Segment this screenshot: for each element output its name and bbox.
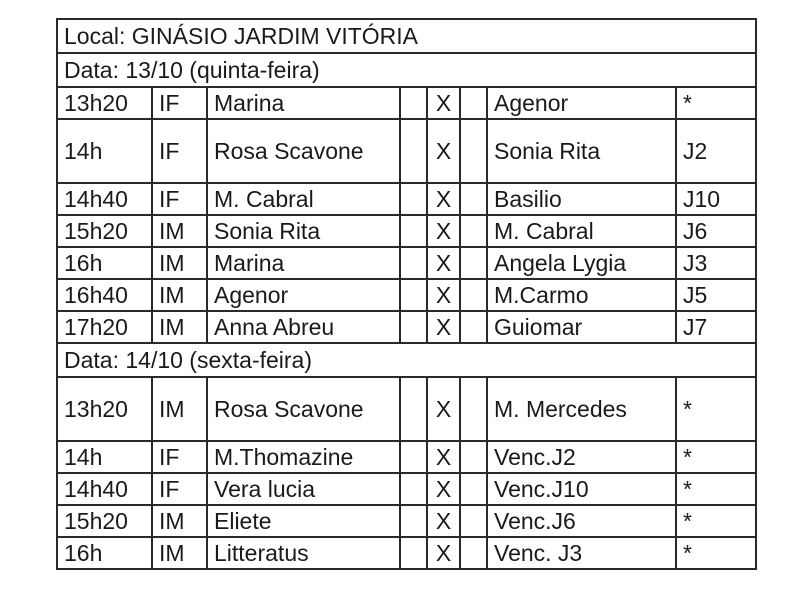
blank-cell: [460, 505, 487, 537]
versus-mark: X: [427, 119, 460, 183]
blank-cell: [400, 119, 427, 183]
blank-cell: [400, 183, 427, 215]
game-row: [57, 537, 756, 569]
game-category: IF: [152, 473, 207, 505]
game-code: J10: [676, 183, 756, 215]
home-player: Litteratus: [207, 537, 400, 569]
versus-mark: X: [427, 215, 460, 247]
home-player: M. Cabral: [207, 183, 400, 215]
away-player: Basilio: [487, 183, 676, 215]
game-category: IF: [152, 183, 207, 215]
home-player: Vera lucia: [207, 473, 400, 505]
home-player: Rosa Scavone: [207, 377, 400, 441]
versus-mark: X: [427, 537, 460, 569]
day-header-row: [57, 343, 756, 377]
blank-cell: [460, 247, 487, 279]
home-player: Rosa Scavone: [207, 119, 400, 183]
versus-mark: X: [427, 505, 460, 537]
versus-mark: X: [427, 247, 460, 279]
game-time: 14h: [57, 119, 152, 183]
away-player: Agenor: [487, 87, 676, 119]
game-time: 17h20: [57, 311, 152, 343]
blank-cell: [460, 537, 487, 569]
game-row: [57, 215, 756, 247]
blank-cell: [400, 311, 427, 343]
blank-cell: [460, 183, 487, 215]
game-time: 14h40: [57, 473, 152, 505]
game-category: IF: [152, 119, 207, 183]
blank-cell: [400, 87, 427, 119]
game-category: IM: [152, 247, 207, 279]
blank-cell: [400, 279, 427, 311]
blank-cell: [460, 473, 487, 505]
game-time: 15h20: [57, 505, 152, 537]
away-player: M. Mercedes: [487, 377, 676, 441]
game-row: [57, 311, 756, 343]
game-row: [57, 87, 756, 119]
versus-mark: X: [427, 311, 460, 343]
away-player: M.Carmo: [487, 279, 676, 311]
away-player: M. Cabral: [487, 215, 676, 247]
game-code: J2: [676, 119, 756, 183]
home-player: Agenor: [207, 279, 400, 311]
home-player: Anna Abreu: [207, 311, 400, 343]
game-code: *: [676, 377, 756, 441]
game-code: *: [676, 537, 756, 569]
game-time: 14h40: [57, 183, 152, 215]
game-code: J6: [676, 215, 756, 247]
game-code: J5: [676, 279, 756, 311]
game-category: IM: [152, 537, 207, 569]
blank-cell: [400, 247, 427, 279]
game-row: [57, 279, 756, 311]
versus-mark: X: [427, 183, 460, 215]
game-category: IF: [152, 441, 207, 473]
game-code: J7: [676, 311, 756, 343]
versus-mark: X: [427, 87, 460, 119]
game-row: [57, 119, 756, 183]
blank-cell: [460, 119, 487, 183]
away-player: Venc.J6: [487, 505, 676, 537]
game-time: 16h40: [57, 279, 152, 311]
away-player: Sonia Rita: [487, 119, 676, 183]
home-player: M.Thomazine: [207, 441, 400, 473]
game-code: *: [676, 441, 756, 473]
location-row: [57, 19, 756, 53]
blank-cell: [400, 473, 427, 505]
blank-cell: [400, 441, 427, 473]
blank-cell: [460, 311, 487, 343]
versus-mark: X: [427, 279, 460, 311]
blank-cell: [460, 377, 487, 441]
game-category: IM: [152, 279, 207, 311]
game-time: 13h20: [57, 377, 152, 441]
game-category: IM: [152, 215, 207, 247]
away-player: Venc.J2: [487, 441, 676, 473]
home-player: Sonia Rita: [207, 215, 400, 247]
versus-mark: X: [427, 441, 460, 473]
game-time: 16h: [57, 247, 152, 279]
away-player: Venc. J3: [487, 537, 676, 569]
blank-cell: [400, 537, 427, 569]
game-category: IF: [152, 87, 207, 119]
day-header-row: [57, 53, 756, 87]
game-code: J3: [676, 247, 756, 279]
game-row: [57, 505, 756, 537]
away-player: Venc.J10: [487, 473, 676, 505]
away-player: Guiomar: [487, 311, 676, 343]
game-category: IM: [152, 311, 207, 343]
blank-cell: [460, 441, 487, 473]
day-header: Data: 14/10 (sexta-feira): [57, 343, 756, 377]
blank-cell: [460, 279, 487, 311]
blank-cell: [400, 377, 427, 441]
game-code: *: [676, 473, 756, 505]
game-time: 14h: [57, 441, 152, 473]
blank-cell: [400, 215, 427, 247]
location-label: Local: GINÁSIO JARDIM VITÓRIA: [57, 19, 756, 53]
day-header: Data: 13/10 (quinta-feira): [57, 53, 756, 87]
home-player: Eliete: [207, 505, 400, 537]
game-row: [57, 377, 756, 441]
blank-cell: [460, 215, 487, 247]
schedule-table: [56, 18, 757, 570]
versus-mark: X: [427, 473, 460, 505]
game-code: *: [676, 505, 756, 537]
home-player: Marina: [207, 87, 400, 119]
game-category: IM: [152, 505, 207, 537]
blank-cell: [400, 505, 427, 537]
game-row: [57, 473, 756, 505]
game-time: 15h20: [57, 215, 152, 247]
game-row: [57, 441, 756, 473]
blank-cell: [460, 87, 487, 119]
game-code: *: [676, 87, 756, 119]
game-row: [57, 183, 756, 215]
game-time: 13h20: [57, 87, 152, 119]
game-row: [57, 247, 756, 279]
away-player: Angela Lygia: [487, 247, 676, 279]
game-category: IM: [152, 377, 207, 441]
home-player: Marina: [207, 247, 400, 279]
game-time: 16h: [57, 537, 152, 569]
versus-mark: X: [427, 377, 460, 441]
